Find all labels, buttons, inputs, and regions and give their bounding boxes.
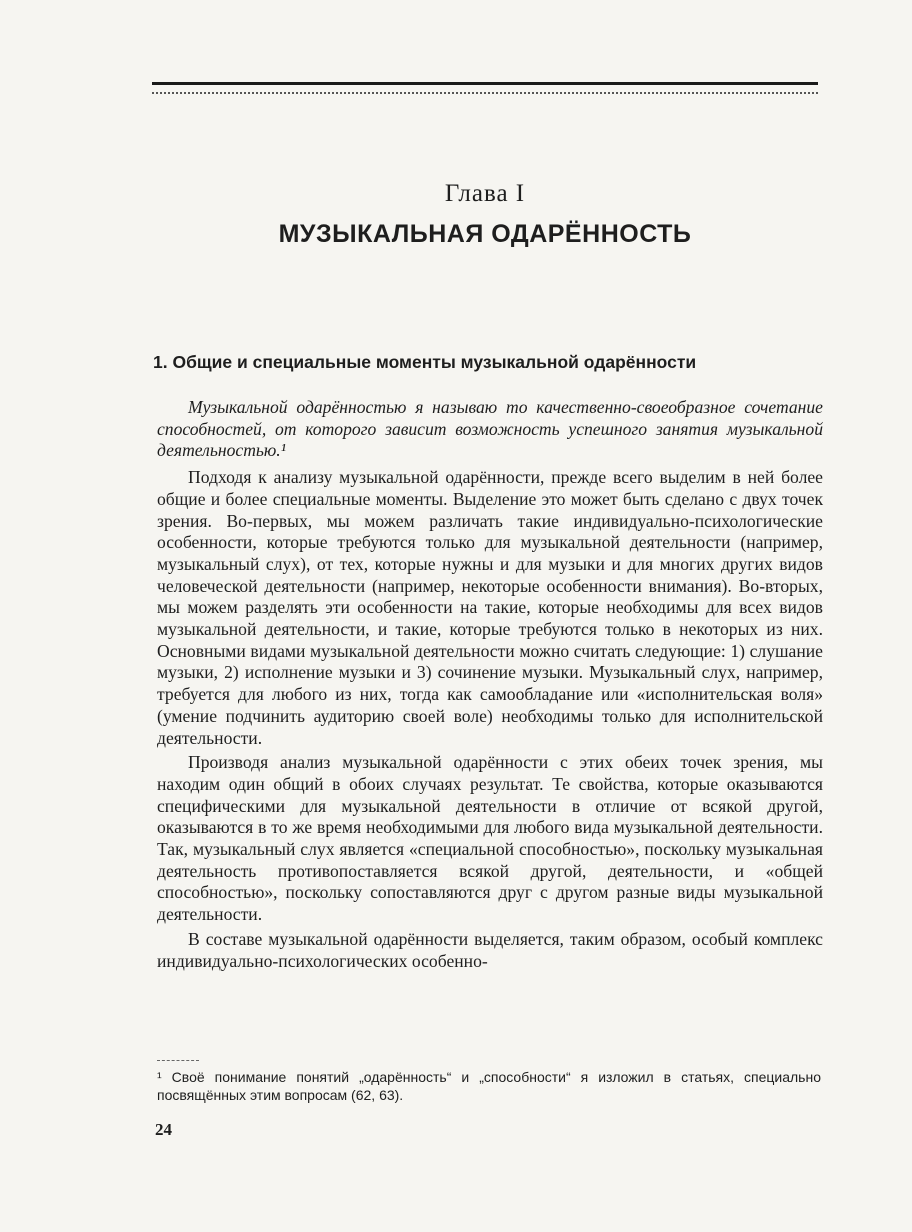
section-title: 1. Общие и специальные моменты музыкальной одарённости bbox=[153, 352, 697, 372]
footnote: ¹ Своё понимание понятий „одарённость“ и „способности“ я изложил в статьях, специально посвящённых этим вопросам (62, 63). bbox=[157, 1069, 821, 1103]
chapter-number: Глава I bbox=[444, 180, 526, 207]
header-dotted-rule bbox=[152, 92, 818, 94]
footnote-divider bbox=[157, 1060, 199, 1061]
paragraph: Подходя к анализу музыкальной одарённости, прежде всего выделим в ней более общие и более специальные моменты. Выделение это может быть сделано с двух точек зрения. Во-первых, мы можем различать такие индивидуально-психологические особенности, которые требуются только для музыкальной деятельности (например, музыкальный слух), от тех, которые нужны и для музыки и для многих других видов человеческой деятельности (например, некоторые особенности внимания). Во-вторых, мы можем разделять эти особенности на такие, которые необходимы для всех видов музыкальной деятельности, и такие, которые требуются только в некоторых из них. Основными видами музыкальной деятельности можно считать следующие: 1) слушание музыки, 2) исполнение музыки и 3) сочинение музыки. Музыкальный слух, например, требуется для любого из них, тогда как самообладание или «исполнительская воля» (умение подчинить аудиторию своей воле) необходимы только для исполнительской деятельности. bbox=[157, 467, 823, 748]
header-rule bbox=[152, 82, 818, 85]
body-text bbox=[157, 397, 823, 972]
paragraph: В составе музыкальной одарённости выделяется, таким образом, особый комплекс индивидуально-психологических особенно- bbox=[157, 928, 823, 971]
paragraph: Производя анализ музыкальной одарённости с этих обеих точек зрения, мы находим один общий в обоих случаях результат. Те свойства, которые оказываются специфическими для музыкальной деятельности в отличие от всякой другой, оказываются в то же время необходимыми для любого вида музыкальной деятельности. Так, музыкальный слух является «специальной способностью», поскольку музыкальная деятельность противопоставляется всякой другой, деятельности, и «общей способностью», поскольку сопоставляются друг с другом разные виды музыкальной деятельности. bbox=[157, 752, 823, 925]
page-number: 24 bbox=[155, 1120, 172, 1139]
chapter-title: МУЗЫКАЛЬНАЯ ОДАРЁННОСТЬ bbox=[278, 220, 692, 248]
definition-paragraph: Музыкальной одарённостью я называю то качественно-своеобразное сочетание способностей, от которого зависит возможность успешного занятия музыкальной деятельностью.¹ bbox=[157, 397, 823, 461]
